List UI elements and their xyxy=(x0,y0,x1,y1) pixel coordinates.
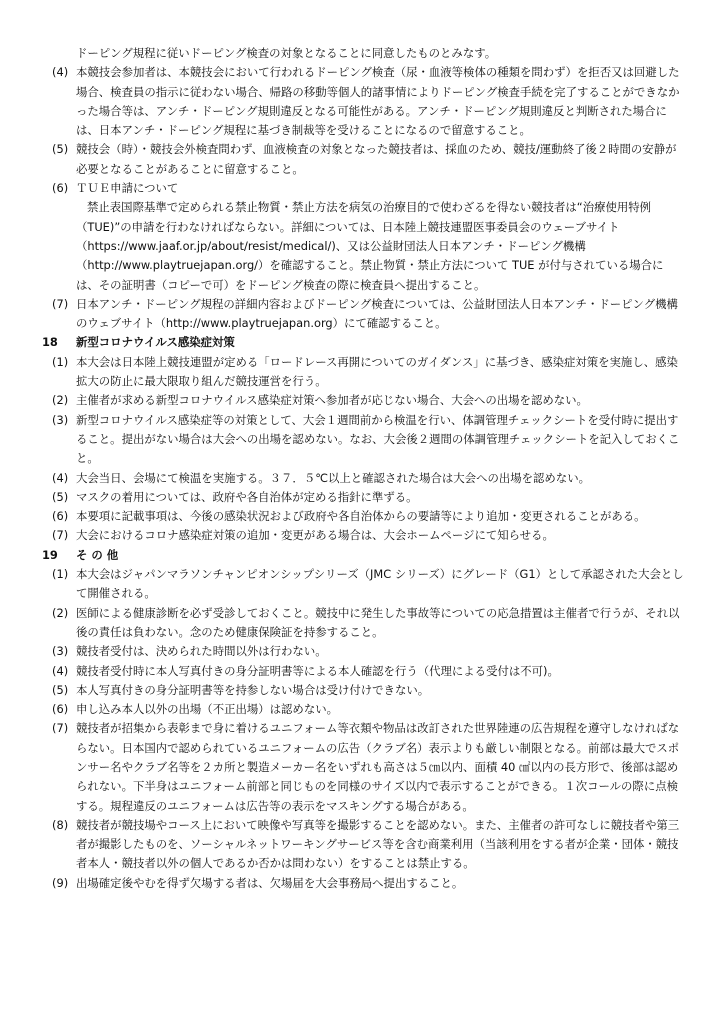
item-number: (8) xyxy=(52,817,69,832)
item-number: (3) xyxy=(52,644,69,659)
item-text: 日本アンチ・ドーピング規程の詳細内容およびドーピング検査については、公益財団法人日本アンチ・ドーピング機構のウェブサイト（http://www.playtruejapan.org）にて確認すること。 xyxy=(76,296,678,331)
item-number: (7) xyxy=(52,721,69,736)
covid-item-1 xyxy=(42,353,684,392)
item-number: (7) xyxy=(52,528,69,543)
misc-item-9 xyxy=(42,874,684,893)
item-number: (2) xyxy=(52,393,69,408)
section-title: 新型コロナウイルス感染症対策 xyxy=(76,335,235,350)
misc-item-7 xyxy=(42,719,684,815)
covid-item-2 xyxy=(42,391,684,410)
item-number: (6) xyxy=(52,181,69,196)
item-number: (5) xyxy=(52,682,69,697)
covid-item-3 xyxy=(42,411,684,469)
section-title: そ の 他 xyxy=(76,547,119,562)
covid-item-7 xyxy=(42,526,684,545)
covid-item-5 xyxy=(42,488,684,507)
covid-item-4 xyxy=(42,469,684,488)
section-number: 19 xyxy=(42,547,58,562)
misc-item-5 xyxy=(42,681,684,700)
misc-item-1 xyxy=(42,565,684,604)
item-number: (5) xyxy=(52,489,69,504)
misc-item-8 xyxy=(42,816,684,874)
section-number: 18 xyxy=(42,335,58,350)
item-text: 本競技会参加者は、本競技会において行われるドーピング検査（尿・血液等検体の種類を問わず）を拒否又は回避した場合、検査員の指示に従わない場合、帰路の移動等個人的諸事情によりドーピング検査手続を完了することができなかった場合等は、アンチ・ドーピング規則違反となる可能性がある。アンチ・ドーピング規則違反と判断された場合には、日本アンチ・ドーピング規程に基づき制裁等を受けることになるので留意すること。 xyxy=(76,65,680,138)
item-number: (6) xyxy=(52,702,69,717)
item-heading: ＴＵＥ申請について xyxy=(76,181,179,196)
misc-item-3 xyxy=(42,642,684,661)
doping-item-5 xyxy=(42,140,684,179)
item-text: 本要項に記載事項は、今後の感染状況および政府や各自治体からの要請等により追加・変更されることがある。 xyxy=(76,509,646,524)
item-text: 本大会はジャパンマラソンチャンピオンシップシリーズ（JMC シリーズ）にグレード（G1）として承認された大会として開催される。 xyxy=(76,567,684,601)
section-18-items xyxy=(42,353,684,546)
item-number: (3) xyxy=(52,412,69,427)
item-number: (4) xyxy=(52,470,69,485)
item-text: 本人写真付きの身分証明書等を持参しない場合は受け付けできない。 xyxy=(76,682,430,697)
item-number: (1) xyxy=(52,354,69,369)
item-text: 競技会（時）・競技会外検査問わず、血液検査の対象となった競技者は、採血のため、競技/運動終了後２時間の安静が必要となることがあることに留意すること。 xyxy=(76,142,677,176)
tue-details: 禁止表国際基準で定められる禁止物質・禁止方法を病気の治療目的で使わざるを得ない競技者は“治療使用特例（TUE)”の申請を行わなければならない。詳細については、日本陸上競技連盟医事委員会のウェーブサイト（https://www.jaaf.or.jp/about/resist/medical/)、又は公益財団法人日本アンチ・ドーピング機構（http://www.playtruejapan.org/）を確認すること。禁止物質・禁止方法について TUE が付与されている場合には、その証明書（コピーで可）をドーピング検査の際に検査員へ提出すること。 xyxy=(76,200,664,292)
section-19-items xyxy=(42,565,684,893)
doping-item-6 xyxy=(42,179,684,295)
misc-item-4 xyxy=(42,662,684,681)
misc-item-2 xyxy=(42,604,684,643)
item-number: (6) xyxy=(52,509,69,524)
item-number: (7) xyxy=(52,296,69,311)
item-number: (9) xyxy=(52,875,69,890)
item-number: (2) xyxy=(52,605,69,620)
item-text: 本大会は日本陸上競技連盟が定める「ロードレース再開についてのガイダンス」に基づき、感染症対策を実施し、感染拡大の防止に最大限取り組んだ競技運営を行う。 xyxy=(76,354,678,389)
intro-continuation: ドーピング規程に従いドーピング検査の対象となることに同意したものとみなす。 xyxy=(76,46,497,60)
item-text: 出場確定後やむを得ず欠場する者は、欠場届を大会事務局へ提出すること。 xyxy=(76,875,464,890)
item-text: マスクの着用については、政府や各自治体が定める指針に準ずる。 xyxy=(76,489,418,504)
covid-item-6 xyxy=(42,507,684,526)
item-number: (5) xyxy=(52,142,69,157)
item-text: 医師による健康診断を必ず受診しておくこと。競技中に発生した事故等についての応急措置は主催者で行うが、それ以後の責任は負わない。念のため健康保険証を持参すること。 xyxy=(76,605,680,639)
doping-item-7 xyxy=(42,295,684,334)
item-text: 競技者が競技場やコース上において映像や写真等を撮影することを認めない。また、主催者の許可なしに競技者や第三者が撮影したものを、ソーシャルネットワーキングサービス等を含む商業利用（当該利用をする者が企業・団体・競技者本人・競技者以外の個人であるか否かは問わない）をすることは禁止する。 xyxy=(76,817,680,871)
item-text: 新型コロナウイルス感染症等の対策として、大会１週間前から検温を行い、体調管理チェックシートを受付時に提出すること。提出がない場合は大会への出場を認めない。なお、大会後２週間の体調管理チェックシートを記入しておくこと。 xyxy=(76,412,680,466)
doping-item-4 xyxy=(42,63,684,140)
item-number: (4) xyxy=(52,663,69,678)
item-text: 競技者が招集から表彰まで身に着けるユニフォーム等衣類や物品は改訂された世界陸連の広告規程を遵守しなければならない。日本国内で認められているユニフォームの広告（クラブ名）表示よりも厳しい制限となる。前部は最大でスポンサー名やクラブ名等を２カ所と製造メーカー名をいずれも高さは５㎝以内、面積 40 ㎠以内の長方形で、後部は認められない。下半身はユニフォーム前部と同じものを同様のサイズ以内で表示することができる。１次コールの際に点検する。規程違反のユニフォームは広告等の表示をマスキングする場合がある。 xyxy=(76,721,680,813)
section-18-heading xyxy=(42,333,684,352)
item-text: 大会におけるコロナ感染症対策の追加・変更がある場合は、大会ホームページにて知らせる。 xyxy=(76,528,554,543)
item-text: 大会当日、会場にて検温を実施する。３７．５℃以上と確認された場合は大会への出場を認めない。 xyxy=(76,470,590,485)
misc-item-6 xyxy=(42,700,684,719)
item-text: 競技者受付は、決められた時間以外は行わない。 xyxy=(76,644,327,659)
item-text: 申し込み本人以外の出場（不正出場）は認めない。 xyxy=(76,702,338,717)
item-number: (1) xyxy=(52,567,69,582)
item-text: 主催者が求める新型コロナウイルス感染症対策へ参加者が応じない場合、大会への出場を認めない。 xyxy=(76,393,588,408)
item-text: 競技者受付時に本人写真付きの身分証明書等による本人確認を行う（代理による受付は不可)。 xyxy=(76,663,559,678)
item-number: (4) xyxy=(52,65,69,80)
section-19-heading xyxy=(42,546,684,565)
